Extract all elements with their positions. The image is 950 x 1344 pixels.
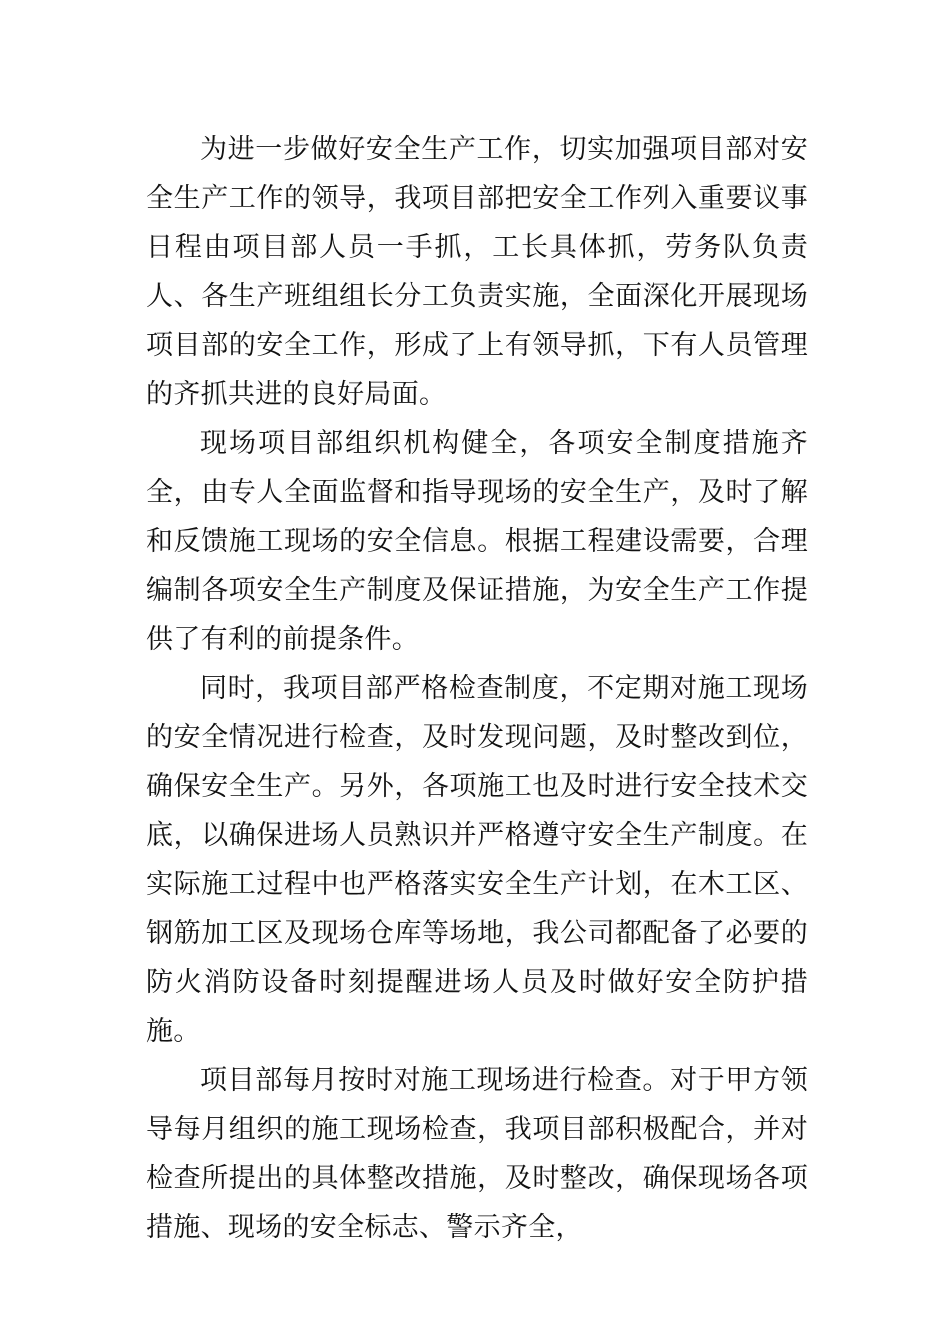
paragraph-1: 为进一步做好安全生产工作，切实加强项目部对安全生产工作的领导，我项目部把安全工作列入重要议事日程由项目部人员一手抓，工长具体抓，劳务队负责人、各生产班组组长分工负责实施，全面深化开展现场项目部的安全工作，形成了上有领导抓，下有人员管理的齐抓共进的良好局面。 xyxy=(146,134,808,410)
paragraph-4: 项目部每月按时对施工现场进行检查。对于甲方领导每月组织的施工现场检查，我项目部积极配合，并对检查所提出的具体整改措施，及时整改，确保现场各项措施、现场的安全标志、警示齐全， xyxy=(146,1065,808,1243)
document-body xyxy=(146,125,808,1252)
paragraph-3: 同时，我项目部严格检查制度，不定期对施工现场的安全情况进行检查，及时发现问题，及时整改到位，确保安全生产。另外，各项施工也及时进行安全技术交底，以确保进场人员熟识并严格遵守安全生产制度。在实际施工过程中也严格落实安全生产计划，在木工区、钢筋加工区及现场仓库等场地，我公司都配备了必要的防火消防设备时刻提醒进场人员及时做好安全防护措施。 xyxy=(146,673,808,1047)
paragraph-2: 现场项目部组织机构健全，各项安全制度措施齐全，由专人全面监督和指导现场的安全生产，及时了解和反馈施工现场的安全信息。根据工程建设需要，合理编制各项安全生产制度及保证措施，为安全生产工作提供了有利的前提条件。 xyxy=(146,428,808,655)
